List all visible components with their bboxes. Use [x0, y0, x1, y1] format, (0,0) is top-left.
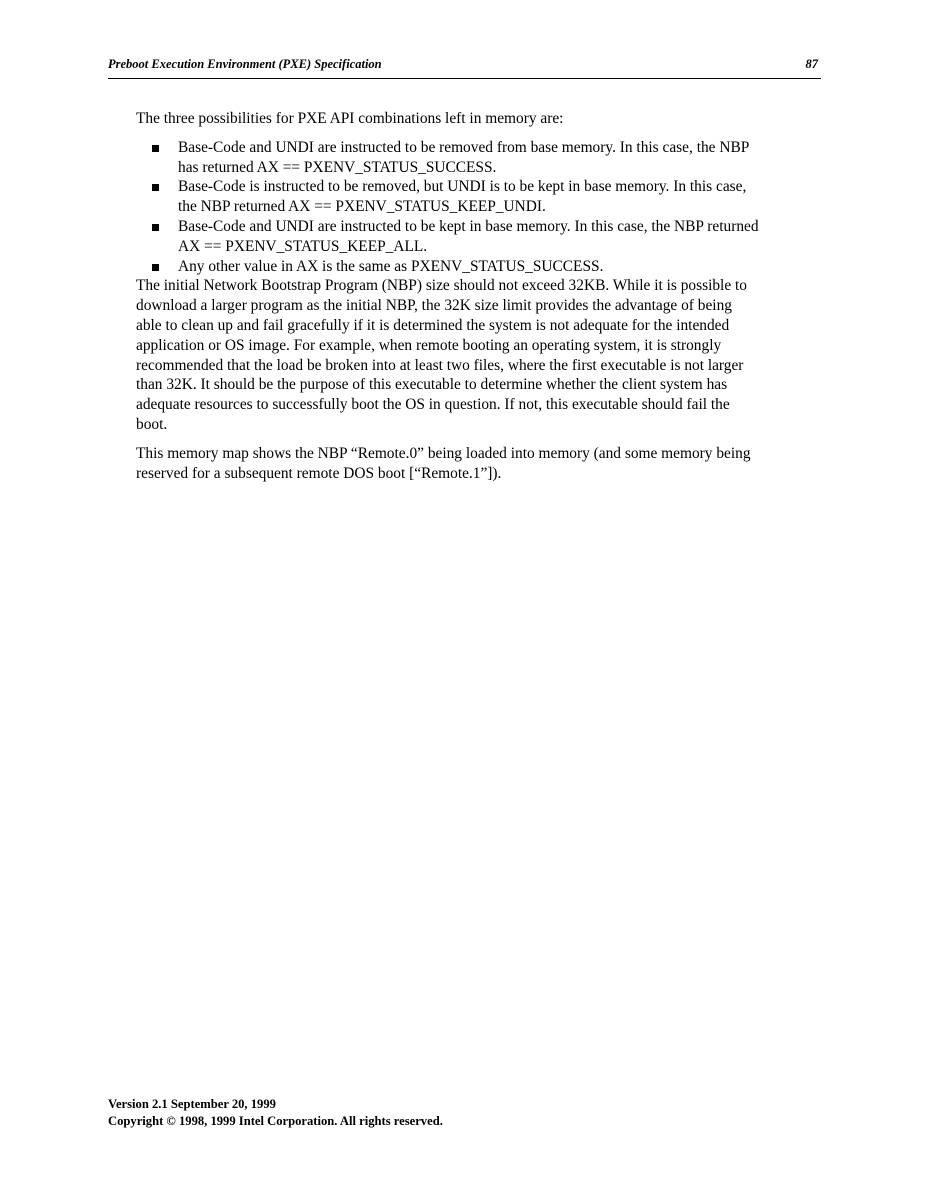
- copyright-line: Copyright © 1998, 1999 Intel Corporation. All rights reserved.: [108, 1113, 443, 1128]
- square-bullet-icon: [152, 145, 159, 152]
- paragraph-line: application or OS image. For example, when remote booting an operating system, it is strongly: [136, 336, 722, 354]
- paragraph-line: reserved for a subsequent remote DOS boot [“Remote.1”]).: [136, 464, 502, 482]
- list-item-line: has returned AX == PXENV_STATUS_SUCCESS.: [178, 158, 497, 176]
- header-rule: [108, 78, 821, 79]
- square-bullet-icon: [152, 184, 159, 191]
- list-item: [136, 177, 816, 217]
- nbp-size-paragraph: [136, 276, 816, 434]
- document-title: Preboot Execution Environment (PXE) Specification: [108, 57, 382, 71]
- paragraph-line: download a larger program as the initial NBP, the 32K size limit provides the advantage of being: [136, 297, 732, 315]
- list-item: [136, 257, 816, 277]
- body-text: [136, 109, 816, 483]
- list-item-line: Base-Code and UNDI are instructed to be removed from base memory. In this case, the NBP: [178, 138, 750, 156]
- paragraph-line: The initial Network Bootstrap Program (NBP) size should not exceed 32KB. While it is possible to: [136, 277, 747, 295]
- paragraph-line: adequate resources to successfully boot the OS in question. If not, this executable should fail the: [136, 396, 730, 414]
- page-number: 87: [805, 57, 818, 71]
- running-header: [108, 55, 820, 73]
- paragraph-line: boot.: [136, 415, 168, 433]
- list-item-line: the NBP returned AX == PXENV_STATUS_KEEP_UNDI.: [178, 198, 546, 216]
- intro-sentence: The three possibilities for PXE API combinations left in memory are:: [136, 110, 564, 127]
- square-bullet-icon: [152, 264, 159, 271]
- list-item-line: AX == PXENV_STATUS_KEEP_ALL.: [178, 237, 428, 255]
- list-item-line: Base-Code and UNDI are instructed to be kept in base memory. In this case, the NBP returned: [178, 217, 759, 235]
- list-item-line: Base-Code is instructed to be removed, but UNDI is to be kept in base memory. In this case,: [178, 178, 747, 196]
- version-line: Version 2.1 September 20, 1999: [108, 1097, 276, 1111]
- list-item-line: Any other value in AX is the same as PXENV_STATUS_SUCCESS.: [178, 257, 604, 275]
- bullet-list: [136, 138, 816, 277]
- list-item: [136, 138, 816, 178]
- paragraph-line: than 32K. It should be the purpose of this executable to determine whether the client system has: [136, 376, 728, 394]
- memory-map-paragraph: [136, 444, 816, 484]
- paragraph-line: This memory map shows the NBP “Remote.0” being loaded into memory (and some memory being: [136, 444, 751, 462]
- paragraph-line: able to clean up and fail gracefully if it is determined the system is not adequate for the intended: [136, 316, 730, 334]
- page-footer: [108, 1096, 443, 1129]
- paragraph-line: recommended that the load be broken into at least two files, where the first executable is not larger: [136, 356, 744, 374]
- list-item: [136, 217, 816, 257]
- square-bullet-icon: [152, 224, 159, 231]
